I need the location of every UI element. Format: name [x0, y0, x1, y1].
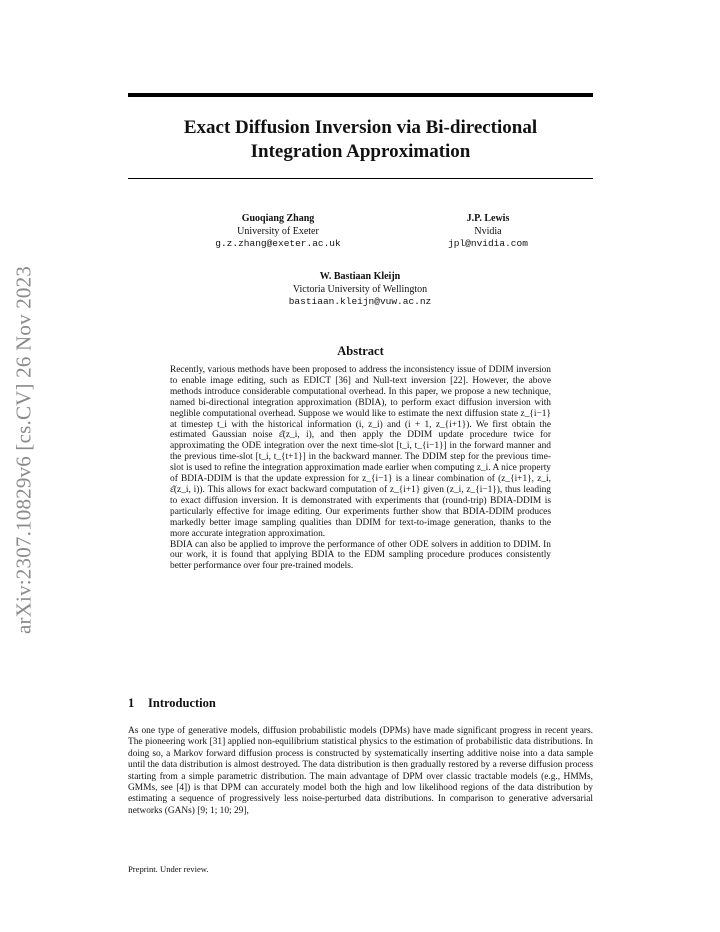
author-block — [178, 213, 378, 251]
title-line-1: Exact Diffusion Inversion via Bi-directional — [183, 117, 538, 138]
paper-title — [128, 116, 593, 164]
author-block — [228, 271, 492, 309]
section-title: Introduction — [148, 696, 216, 710]
title-line-2: Integration Approximation — [250, 141, 471, 162]
author-affiliation: University of Exeter — [237, 225, 319, 237]
abstract-paragraph-1: Recently, various methods have been proposed to address the inconsistency issue of DDIM inversion to enable image editing, such as EDICT [36] and Null-text inversion [22]. However, the above methods introduce considerable computational overhead. In this paper, we propose a new technique, named bi-directional integration approximation (BDIA), to perform exact diffusion inversion with neglible computational overhead. Suppose we would like to estimate the next diffusion state z_{i−1} at timestep t_i with the historical information (i, z_i) and (i + 1, z_{i+1}). We first obtain the estimated Gaussian noise ε̂(z_i, i), and then apply the DDIM update procedure twice for approximating the ODE integration over the next time-slot [t_i, t_{i−1}] in the forward manner and the previous time-slot [t_i, t_{t+1}] in the backward manner. The DDIM step for the previous time-slot is used to refine the integration approximation made earlier when computing z_i. A nice property of BDIA-DDIM is that the update expression for z_{i−1} is a linear combination of (z_{i+1}, z_i, ε̂(z_i, i)). This allows for exact backward computation of z_{i+1} given (z_i, z_{i−1}), thus leading to exact diffusion inversion. It is demonstrated with experiments that (round-trip) BDIA-DDIM is particularly effective for image editing. Our experiments further show that BDIA-DDIM produces markedly better image sampling qualities than DDIM for text-to-image generation, thanks to the more accurate integration approximation. — [170, 365, 551, 539]
title-bottom-rule — [128, 178, 593, 179]
abstract-heading: Abstract — [337, 344, 384, 358]
author-name: J.P. Lewis — [466, 213, 510, 224]
author-email[interactable]: jpl@nvidia.com — [448, 238, 528, 249]
author-block — [388, 213, 588, 251]
section-heading — [128, 696, 216, 711]
abstract-paragraph-2: BDIA can also be applied to improve the performance of other ODE solvers in addition to DDIM. In our work, it is found that applying BDIA to the EDM sampling procedure produces consistently better performance over four pre-trained models. — [170, 539, 551, 572]
author-email[interactable]: g.z.zhang@exeter.ac.uk — [215, 238, 341, 249]
section-number: 1 — [128, 696, 135, 710]
preprint-footer: Preprint. Under review. — [128, 864, 209, 874]
title-top-rule — [128, 93, 593, 97]
arxiv-identifier: arXiv:2307.10829v6 [cs.CV] 26 Nov 2023 — [11, 265, 36, 635]
introduction-paragraph: As one type of generative models, diffusion probabilistic models (DPMs) have made significant progress in recent years. The pioneering work [31] applied non-equilibrium statistical physics to the estimation of probabilistic data distributions. In doing so, a Markov forward diffusion process is constructed by systematically inserting additive noise into a data sample until the data distribution is almost destroyed. The data distribution is then gradually restored by a reverse diffusion process starting from a simple parametric distribution. The main advantage of DPM over classic tractable models (e.g., HMMs, GMMs, see [4]) is that DPM can accurately model both the high and low likelihood regions of the data distribution by estimating a sequence of progressively less noise-perturbed data distributions. In comparison to generative adversarial networks (GANs) [9; 1; 10; 29], — [128, 726, 593, 816]
author-email[interactable]: bastiaan.kleijn@vuw.ac.nz — [288, 296, 432, 307]
abstract-body — [170, 365, 551, 572]
author-name: Guoqiang Zhang — [241, 213, 315, 224]
author-affiliation: Victoria University of Wellington — [292, 283, 428, 295]
author-affiliation: Nvidia — [474, 225, 502, 237]
author-name: W. Bastiaan Kleijn — [319, 271, 401, 282]
